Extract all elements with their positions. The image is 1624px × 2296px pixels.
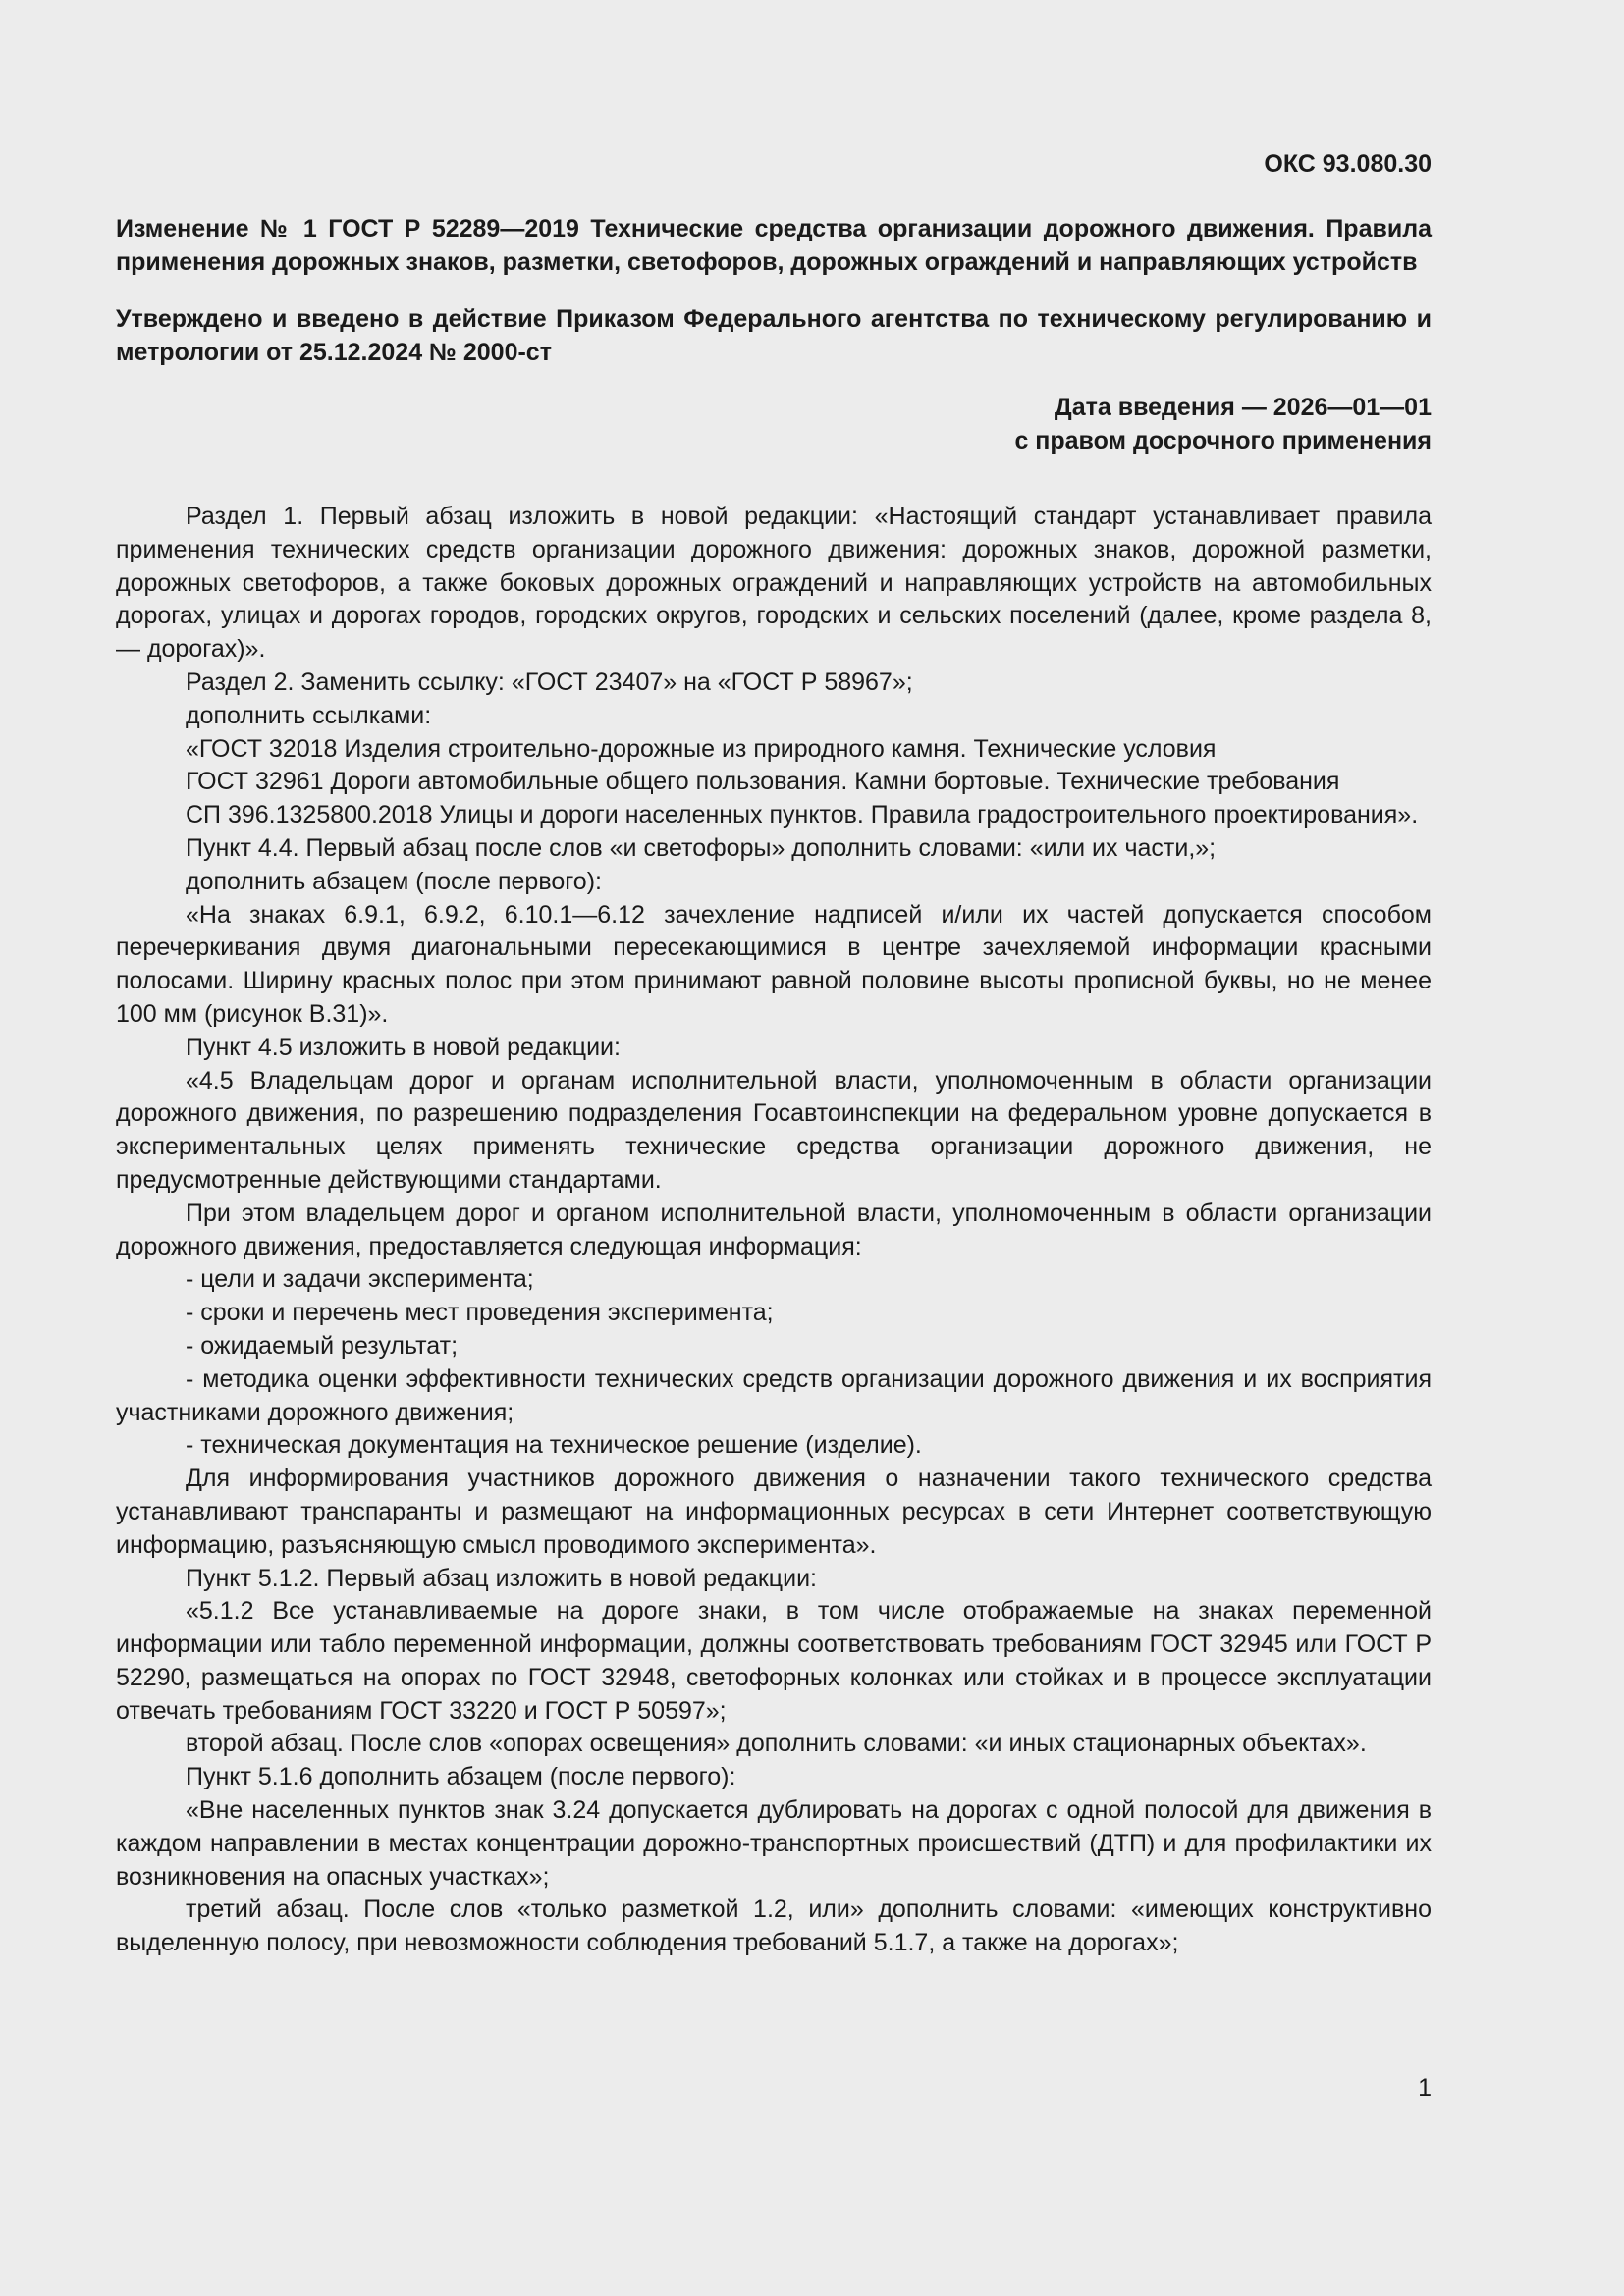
paragraph: второй абзац. После слов «опорах освещения» дополнить словами: «и иных стационарных объектах».: [186, 1730, 1367, 1758]
early-use-note: с правом досрочного применения: [1014, 427, 1432, 454]
list-item: - сроки и перечень мест проведения эксперимента;: [186, 1299, 774, 1327]
paragraph: Раздел 2. Заменить ссылку: «ГОСТ 23407» на «ГОСТ Р 58967»;: [186, 667, 913, 696]
list-item: - техническая документация на техническое решение (изделие).: [186, 1431, 922, 1460]
paragraph: «Вне населенных пунктов знак 3.24 допускается дублировать на дорогах с одной полосой для движения в каждом направлении в местах концентрации дорожно-транспортных происшествий (ДТП) и для профилактики их возникновения на опасных участках»;: [116, 1796, 1432, 1891]
introduction-date: Дата введения — 2026—01—01: [1054, 394, 1432, 421]
list-item: - методика оценки эффективности технических средств организации дорожного движения и их восприятия участниками дорожного движения;: [116, 1364, 1432, 1426]
list-item: - ожидаемый результат;: [186, 1331, 459, 1360]
page-number: 1: [1418, 2074, 1432, 2102]
paragraph: дополнить абзацем (после первого):: [186, 867, 602, 895]
document-page: [116, 147, 1432, 1960]
paragraph: Пункт 5.1.2. Первый абзац изложить в новой редакции:: [186, 1564, 818, 1592]
paragraph: «5.1.2 Все устанавливаемые на дороге знаки, в том числе отображаемые на знаках переменной информации или табло переменной информации, должны соответствовать требованиям ГОСТ 32945 или ГОСТ Р 52290, размещаться на опорах по ГОСТ 32948, светофорных колонках или стойках и в процессе эксплуатации отвечать требованиям ГОСТ 33220 и ГОСТ Р 50597»;: [116, 1597, 1432, 1725]
paragraph: Раздел 1. Первый абзац изложить в новой редакции: «Настоящий стандарт устанавливает правила применения технических средств организации дорожного движения: дорожных знаков, дорожной разметки, дорожных светофоров, а также боковых дорожных ограждений и направляющих устройств на автомобильных дорогах, улицах и дорогах городов, городских округов, городских и сельских поселений (далее, кроме раздела 8, — дорогах)».: [116, 503, 1432, 664]
paragraph: «4.5 Владельцам дорог и органам исполнительной власти, уполномоченным в области организации дорожного движения, по разрешению подразделения Госавтоинспекции на федеральном уровне допускается в экспериментальных целях применять технические средства организации дорожного движения, не предусмотренные действующими стандартами.: [116, 1066, 1432, 1194]
paragraph: СП 396.1325800.2018 Улицы и дороги населенных пунктов. Правила градостроительного проектирования».: [186, 801, 1419, 829]
list-item: - цели и задачи эксперимента;: [186, 1265, 534, 1294]
paragraph: ГОСТ 32961 Дороги автомобильные общего пользования. Камни бортовые. Технические требования: [186, 768, 1340, 796]
paragraph: Для информирования участников дорожного движения о назначении такого технического средства устанавливают транспаранты и размещают на информационных ресурсах в сети Интернет соответствующую информацию, разъясняющую смысл проводимого эксперимента».: [116, 1465, 1432, 1559]
paragraph: При этом владельцем дорог и органом исполнительной власти, уполномоченным в области организации дорожного движения, предоставляется следующая информация:: [116, 1199, 1432, 1260]
paragraph: Пункт 4.4. Первый абзац после слов «и светофоры» дополнить словами: «или их части,»;: [186, 833, 1217, 862]
paragraph: «ГОСТ 32018 Изделия строительно-дорожные из природного камня. Технические условия: [186, 734, 1217, 763]
paragraph: дополнить ссылками:: [186, 701, 432, 729]
introduction-date-block: [116, 391, 1432, 457]
oks-code: ОКС 93.080.30: [1264, 150, 1432, 178]
approval-statement: Утверждено и введено в действие Приказом Федерального агентства по техническому регулированию и метрологии от 25.12.2024 № 2000-ст: [116, 305, 1432, 366]
amendment-body: [116, 501, 1432, 1960]
paragraph: «На знаках 6.9.1, 6.9.2, 6.10.1—6.12 зачехление надписей и/или их частей допускается способом перечеркивания двумя диагональными пересекающимися в центре зачехляемой информации красными полосами. Ширину красных полос при этом принимают равной половине высоты прописной буквы, но не менее 100 мм (рисунок В.31)».: [116, 900, 1432, 1028]
paragraph: Пункт 5.1.6 дополнить абзацем (после первого):: [186, 1763, 736, 1791]
paragraph: третий абзац. После слов «только разметкой 1.2, или» дополнить словами: «имеющих конструктивно выделенную полосу, при невозможности соблюдения требований 5.1.7, а также на дорогах»;: [116, 1896, 1432, 1957]
amendment-title: Изменение № 1 ГОСТ Р 52289—2019 Технические средства организации дорожного движения. Правила применения дорожных знаков, разметки, светофоров, дорожных ограждений и направляющих устройств: [116, 215, 1432, 276]
paragraph: Пункт 4.5 изложить в новой редакции:: [186, 1033, 621, 1061]
